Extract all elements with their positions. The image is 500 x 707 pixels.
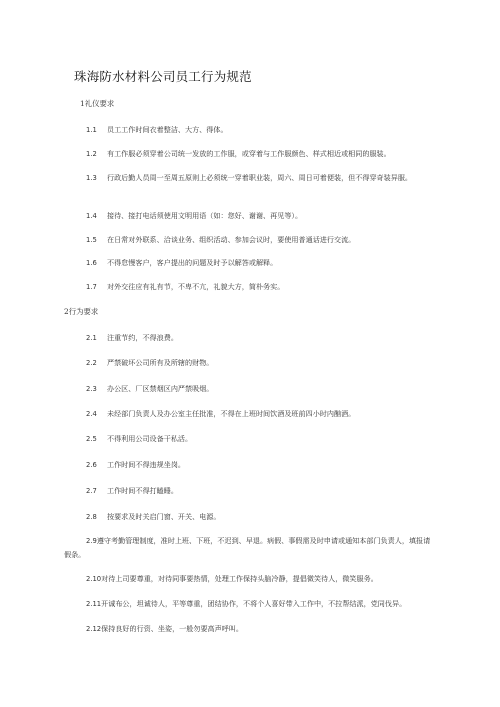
item-text: 保持良好的行资、坐姿，一般勿要高声呼叫。	[101, 624, 244, 633]
item-text: 行政后勤人员周一至周五原则上必须统一穿着职业装，周六、周日可着便装，但不得穿奇装异服。	[107, 173, 413, 182]
list-item	[86, 510, 426, 524]
item-number: 2.9	[86, 537, 97, 545]
list-item	[86, 458, 426, 472]
item-text: 遵守考勤管理制度，准时上班、下班，不迟到、早退。病假、事假需及时申请或通知本部门负责人，填报请假条。	[64, 536, 431, 559]
item-text: 对待上司要尊重，对待同事要热情，处理工作保持头脑冷静，提倡微笑待人，微笑服务。	[101, 574, 378, 583]
item-text: 对外交往应有礼有节，不卑不亢，礼貌大方，简朴务实。	[107, 282, 285, 291]
item-number: 2.4	[86, 410, 97, 418]
list-item	[86, 622, 426, 636]
list-item	[86, 256, 426, 270]
list-item	[86, 233, 426, 247]
item-number: 2.3	[86, 385, 97, 393]
item-text: 注重节约，不得浪费。	[107, 333, 178, 342]
item-text: 办公区、厂区禁烟区内严禁吸烟。	[107, 384, 214, 393]
list-item	[86, 331, 426, 345]
item-text: 工作时间不得违规坐岗。	[107, 460, 186, 469]
item-number: 2.10	[86, 575, 102, 583]
item-text: 工作时间不得打瞌睡。	[107, 486, 178, 495]
item-number: 2.6	[86, 461, 97, 469]
list-item	[64, 572, 444, 586]
item-text: 在日常对外联系、洽谈业务、组织活动、参加会议时，要使用普通话进行交流。	[107, 235, 356, 244]
item-number: 2.12	[86, 625, 102, 633]
item-number: 1.4	[86, 212, 97, 220]
item-text: 不得利用公司设备干私活。	[107, 434, 193, 443]
item-number: 2.8	[86, 513, 97, 521]
list-item	[64, 597, 444, 611]
item-text: 员工工作时间衣着整洁、大方、得体。	[107, 125, 228, 134]
item-number: 2.5	[86, 435, 97, 443]
section-heading-behavior: 2行为要求	[64, 307, 99, 316]
page-title: 珠海防水材料公司员工行为规范	[74, 69, 252, 84]
item-number: 2.2	[86, 359, 97, 367]
list-item	[86, 484, 426, 498]
item-number: 1.7	[86, 283, 97, 291]
item-text: 严禁破坏公司所有及所辖的财物。	[107, 358, 214, 367]
item-text: 接待、接打电话须使用文明用语（如：您好、谢谢、再见等）。	[107, 211, 303, 220]
list-item	[86, 123, 426, 137]
item-number: 1.5	[86, 236, 97, 244]
item-text: 未经部门负责人及办公室主任批准，不得在上班时间饮酒及班前四小时内酗酒。	[107, 409, 356, 418]
item-text: 开诚布公，坦诚待人，平等尊重，团结协作，不将个人喜好带入工作中，不拉帮结派，党同伐异。	[101, 599, 407, 608]
list-item	[86, 382, 426, 396]
item-number: 2.7	[86, 487, 97, 495]
item-number: 1.3	[86, 174, 97, 182]
list-item	[86, 147, 426, 161]
list-item	[86, 171, 438, 185]
item-number: 2.1	[86, 334, 97, 342]
section-heading-etiquette: 1礼仪要求	[80, 99, 115, 108]
list-item	[86, 209, 426, 223]
item-number: 2.11	[86, 600, 102, 608]
list-item	[64, 534, 432, 561]
item-number: 1.6	[86, 259, 97, 267]
item-text: 不得怠慢客户，客户提出的问题及时予以解答或解释。	[107, 258, 278, 267]
item-text: 有工作服必须穿着公司统一发放的工作服，或穿着与工作服颜色、样式相近或相同的服装。	[107, 149, 391, 158]
item-number: 1.2	[86, 150, 97, 158]
item-text: 按要求及时关启门窗、开关、电源。	[107, 512, 221, 521]
list-item	[86, 356, 426, 370]
item-number: 1.1	[86, 126, 97, 134]
list-item	[86, 280, 426, 294]
list-item	[86, 432, 426, 446]
list-item	[86, 407, 426, 421]
